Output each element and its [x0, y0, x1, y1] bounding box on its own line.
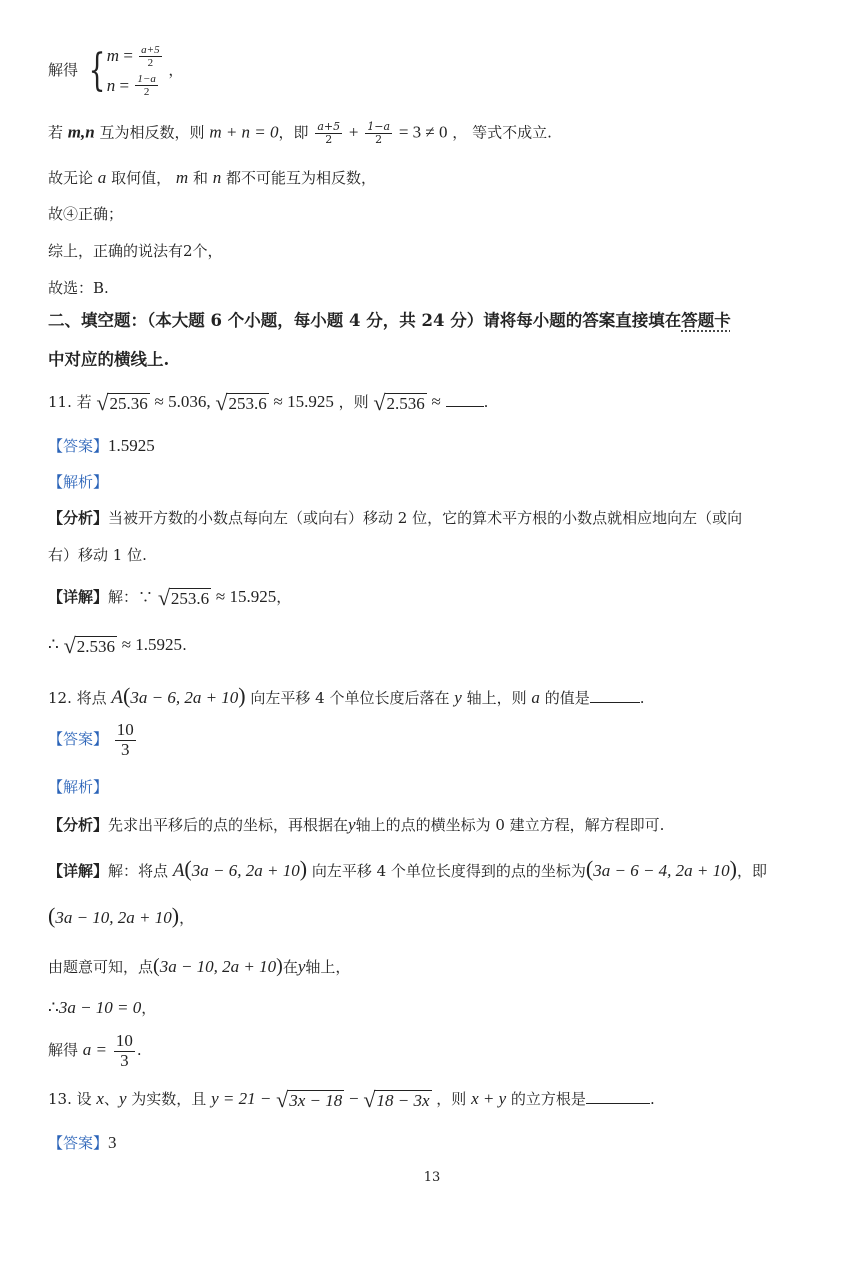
q12-condition: 由题意可知，点(3a − 10, 2a + 10)在y轴上， — [48, 955, 351, 977]
q11-stem — [48, 389, 489, 415]
answer-blank — [586, 1089, 650, 1104]
m-denominator: 2 — [147, 57, 154, 70]
sqrt-18-3x: √ 18 − 3x — [363, 1086, 430, 1112]
q12-sol-den: 3 — [120, 1050, 129, 1070]
q12-xj-coord: 3a − 6, 2a + 10 — [191, 861, 300, 880]
q12-eq: 3a − 10 = 0 — [58, 998, 142, 1017]
q12-sol-eq: a = — [82, 1040, 108, 1060]
q12-sol-end: . — [136, 1041, 142, 1060]
q13-x: x — [96, 1089, 104, 1108]
radicand-5: 2.536 — [76, 636, 115, 656]
sqrt-253-6: √ 253.6 — [215, 389, 267, 415]
opp-ji: ，即 — [278, 123, 309, 142]
q12-detail: 【详解】解：将点 A(3a − 6, 2a + 10) 向左平移 4 个单位长度得到的点的坐标为(3a − 6 − 4, 2a + 10)，即 — [48, 856, 767, 881]
q12-solution — [48, 1032, 142, 1070]
q12-answer — [48, 721, 138, 759]
point-a-2: A — [172, 860, 185, 881]
section-header-line1 — [48, 311, 731, 331]
q12-comma: ， — [179, 909, 195, 927]
sec-total: 24 — [421, 311, 445, 330]
q12-fx-tail: 轴上的点的横坐标为 0 建立方程，解方程即可. — [355, 816, 665, 834]
sec-mid3: 分）请将每小题的答案直接填在 — [450, 311, 682, 330]
answer-blank — [590, 688, 640, 703]
q11-jiexi-tag: 【解析】 — [48, 473, 109, 491]
q13-answer — [48, 1133, 117, 1153]
q12-jiexi-tag: 【解析】 — [48, 778, 109, 796]
answer-tag: 【答案】 — [48, 437, 109, 455]
opp-result: = 3 ≠ 0 — [398, 122, 448, 142]
radicand-3: 2.536 — [386, 393, 425, 413]
q12-axis: y — [454, 688, 462, 707]
any-pre: 故无论 — [48, 169, 94, 187]
q11-v1: ≈ 5.036, — [154, 392, 211, 411]
q11-num: 11. 若 — [48, 393, 92, 411]
sec-count: 6 — [210, 311, 222, 330]
sqrt-3x-18: √ 3x − 18 — [276, 1086, 343, 1112]
radicand-6: 3x − 18 — [289, 1090, 343, 1110]
sqrt-253-6-b: √ 253.6 — [157, 584, 210, 610]
q12-xj-pre: 解：将点 — [108, 862, 169, 880]
q12-mid: 向左平移 4 个单位长度后落在 — [250, 689, 450, 707]
q13-ze: ，则 — [436, 1090, 467, 1108]
q11-therefore — [48, 632, 187, 658]
frac2-num: 1−a — [367, 120, 391, 133]
answer-blank — [446, 392, 484, 407]
q13-stem — [48, 1086, 655, 1112]
q11-answer-value: 1.5925 — [108, 436, 155, 455]
q11-end: . — [483, 393, 489, 411]
q12-xj-mid: 向左平移 4 个单位长度得到的点的坐标为 — [311, 862, 586, 880]
q12-fx-axis: y — [348, 815, 356, 834]
therefore-sign: ∴ — [48, 998, 59, 1017]
brace-icon: { — [88, 45, 106, 97]
q11-th-v: ≈ 1.5925 — [121, 635, 183, 654]
q13-sep: 、 — [103, 1090, 119, 1108]
q13-eq-pre: y = 21 − — [211, 1089, 272, 1108]
q12-yi-axis: y — [297, 957, 306, 976]
detail-tag: 【详解】 — [48, 862, 109, 880]
q11-ze: ，则 — [338, 393, 369, 411]
system-tail: ， — [168, 61, 184, 80]
q12-ans-den: 3 — [121, 739, 130, 759]
q11-v2: ≈ 15.925 — [273, 392, 334, 411]
m-numerator: a+5 — [141, 44, 160, 56]
q12-coord3: 3a − 10, 2a + 10 — [55, 908, 172, 927]
q11-xj-pre: 解：∵ — [108, 588, 154, 606]
item4-correct: 故④正确； — [48, 205, 124, 223]
q13-mid: 为实数，且 — [131, 1090, 207, 1108]
frac2-den: 2 — [375, 133, 383, 147]
q12-num: 12. 将点 — [48, 689, 107, 707]
answer-card-dotted: 答题卡 — [681, 311, 731, 330]
n-denominator: 2 — [143, 86, 150, 99]
q13-xy: x + y — [471, 1089, 507, 1108]
q12-fx-pre: 先求出平移后的点的坐标，再根据在 — [108, 816, 349, 834]
analysis-tag: 【分析】 — [48, 816, 109, 834]
opp-mid: 互为相反数，则 — [99, 123, 205, 142]
q11-analysis-1 — [48, 509, 742, 527]
sqrt-2-536: √ 2.536 — [373, 389, 425, 415]
q12-sol-num: 10 — [115, 1031, 133, 1050]
q12-sol-pre: 解得 — [48, 1041, 79, 1060]
choice-line: 故选：B. — [48, 279, 109, 297]
q12-equation — [48, 998, 156, 1018]
solve-label: 解得 — [48, 61, 79, 80]
radicand-7: 18 − 3x — [376, 1090, 430, 1110]
q12-stem: 12. 将点 A(3a − 6, 2a + 10) 向左平移 4 个单位长度后落在 y 轴上，则 a 的值是 . — [48, 683, 645, 708]
q11-answer — [48, 436, 155, 456]
frac1-num: a+5 — [317, 120, 341, 133]
sec-mid: 个小题，每小题 — [227, 311, 344, 330]
point-a: A — [111, 687, 124, 708]
therefore-sign: ∴ — [48, 635, 59, 654]
q11-th-end: . — [182, 636, 187, 654]
sqrt-25-36: √ 25.36 — [96, 389, 148, 415]
q12-var: a — [531, 688, 540, 707]
q11-analysis-2: 右）移动 1 位. — [48, 546, 147, 564]
answer-tag: 【答案】 — [48, 1134, 109, 1152]
q12-mid2: 轴上，则 — [466, 689, 527, 707]
page-number: 13 — [423, 1170, 441, 1185]
sec-pre: 二、填空题：（本大题 — [48, 311, 205, 330]
any-value-line: 故无论 a 取何值， m 和 n 都不可能互为相反数， — [48, 168, 377, 187]
q11-detail — [48, 584, 292, 610]
radicand-4: 253.6 — [170, 588, 210, 608]
q13-tail: 的立方根是 — [510, 1090, 586, 1108]
summary-line: 综上，正确的说法有2个， — [48, 242, 223, 260]
section-header-line2: 中对应的横线上. — [48, 350, 170, 369]
q13-answer-value: 3 — [108, 1133, 117, 1152]
q12-end: . — [639, 689, 645, 707]
sqrt-2-536-b: √ 2.536 — [63, 632, 115, 658]
answer-tag: 【答案】 — [48, 730, 109, 749]
frac1-den: 2 — [325, 133, 333, 147]
q13-minus: − — [349, 1089, 359, 1108]
q13-end: . — [649, 1090, 655, 1108]
opposite-check: 若 m,n 互为相反数，则 m + n = 0，即 $\frac{a+5}{2}$ + $\frac{1-a}{2}$ = 3 ≠ 0 ， 等式不成立. — [48, 120, 552, 147]
sec-mid2: 分，共 — [366, 311, 416, 330]
q12-coord: 3a − 6, 2a + 10 — [130, 688, 239, 707]
q12-mid3: 的值是 — [544, 689, 590, 707]
equation-system: { m = $\frac{a+5}{2}$ n = $\frac{1-a}{2}$ — [88, 44, 160, 99]
q12-yi-pre: 由题意可知，点 — [48, 958, 154, 976]
q12-yi-zai: 在 — [282, 958, 298, 976]
system-solution — [48, 44, 183, 98]
opp-tail: ， 等式不成立. — [452, 123, 552, 142]
q11-approx: ≈ — [431, 392, 441, 411]
radicand-1: 25.36 — [109, 393, 148, 413]
q11-xj-end: ， — [276, 588, 292, 606]
opp-pre: 若 — [48, 123, 64, 142]
q12-ans-num: 10 — [116, 720, 134, 739]
q12-yi-tail: 轴上， — [305, 958, 351, 976]
n-numerator: 1−a — [137, 73, 156, 86]
detail-tag: 【详解】 — [48, 588, 109, 606]
q12-analysis — [48, 815, 664, 835]
analysis-tag: 【分析】 — [48, 509, 109, 527]
q13-num: 13. 设 — [48, 1090, 92, 1108]
q11-xj-v: ≈ 15.925 — [215, 587, 277, 606]
any-mid: 取何值， — [111, 169, 172, 187]
q12-eq-end: ， — [141, 999, 157, 1017]
q11-fx1: 当被开方数的小数点每向左（或向右）移动 2 位，它的算术平方根的小数点就相应地向左（或向 — [108, 509, 743, 527]
q12-xj-coord2: 3a − 6 − 4, 2a + 10 — [593, 861, 730, 880]
any-tail: 都不可能互为相反数， — [226, 169, 377, 187]
q12-yi-coord: 3a − 10, 2a + 10 — [159, 957, 277, 976]
opp-eq: m + n = 0 — [209, 122, 279, 142]
q12-xj-ji: ，即 — [736, 862, 767, 880]
sec-each: 4 — [348, 311, 361, 330]
radicand-2: 253.6 — [228, 393, 267, 413]
q13-y: y — [118, 1089, 127, 1108]
q12-coord-line: (3a − 10, 2a + 10)， — [48, 903, 195, 928]
any-he: 和 — [192, 169, 208, 187]
